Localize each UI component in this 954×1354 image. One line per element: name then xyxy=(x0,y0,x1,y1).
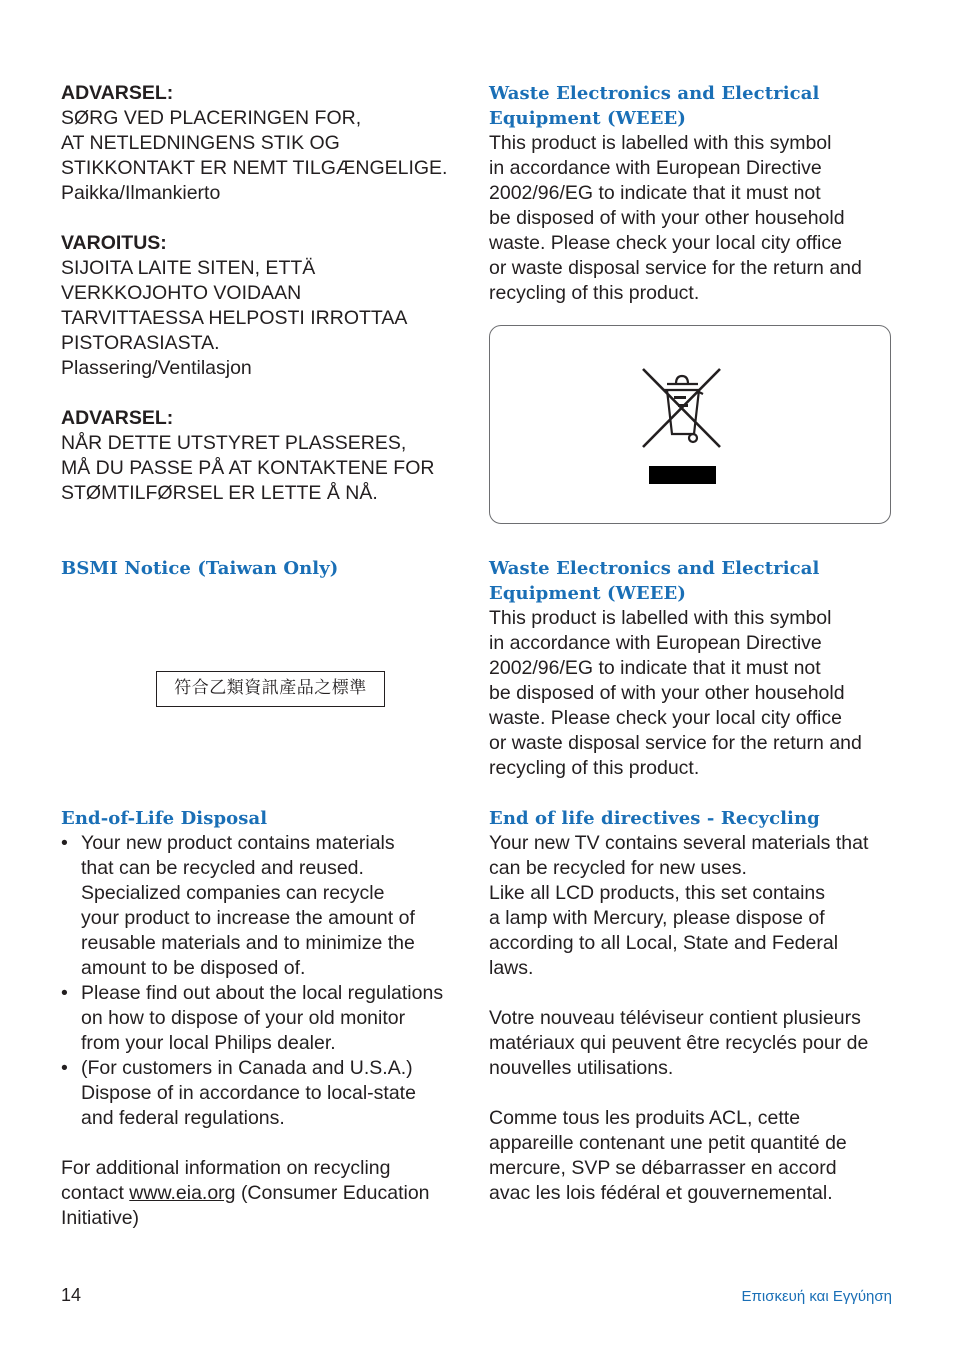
warning-line: MÅ DU PASSE PÅ AT KONTAKTENE FOR xyxy=(61,457,435,479)
weee-section-1 xyxy=(489,81,862,306)
list-item-line: that can be recycled and reused. xyxy=(81,857,364,879)
warning-line: STIKKONTAKT ER NEMT TILGÆNGELIGE. xyxy=(61,157,448,179)
weee-heading: Equipment (WEEE) xyxy=(489,583,686,604)
weee-text-line: This product is labelled with this symbol xyxy=(489,607,832,629)
spacer xyxy=(489,981,868,1006)
warning-line: AT NETLEDNINGENS STIK OG xyxy=(61,132,340,154)
list-item-line: from your local Philips dealer. xyxy=(81,1032,336,1054)
weee-text-line: be disposed of with your other household xyxy=(489,207,845,229)
bsmi-heading: BSMI Notice (Taiwan Only) xyxy=(61,558,339,579)
recycling-line: Your new TV contains several materials that xyxy=(489,832,869,854)
weee-text-line: waste. Please check your local city office xyxy=(489,232,842,254)
weee-section-2 xyxy=(489,556,862,781)
recycling-line-fr: avac les lois fédéral et gouvernemental. xyxy=(489,1182,833,1204)
recycling-line: a lamp with Mercury, please dispose of xyxy=(489,907,825,929)
crossed-out-wheelie-bin-icon xyxy=(640,364,724,486)
recycling-line: Like all LCD products, this set contains xyxy=(489,882,825,904)
bullet-marker: • xyxy=(61,1057,68,1079)
list-item-line: Specialized companies can recycle xyxy=(81,882,385,904)
list-item-line: Your new product contains materials xyxy=(81,832,395,854)
advarsel-norwegian-warning xyxy=(61,406,434,506)
recycling-line-fr: appareille contenant une petit quantité de xyxy=(489,1132,847,1154)
contact-text: contact xyxy=(61,1182,124,1204)
bullet-marker: • xyxy=(61,982,68,1004)
weee-text-line: waste. Please check your local city office xyxy=(489,707,842,729)
bsmi-compliance-stamp: 符合乙類資訊產品之標準 xyxy=(156,671,385,707)
list-item xyxy=(61,981,466,1056)
weee-text-line: 2002/96/EG to indicate that it must not xyxy=(489,657,821,679)
warning-title: ADVARSEL: xyxy=(61,82,174,104)
eia-website-link[interactable]: www.eia.org xyxy=(129,1182,236,1204)
recycling-line-fr: nouvelles utilisations. xyxy=(489,1057,674,1079)
list-item-line: amount to be disposed of. xyxy=(81,957,306,979)
warning-line: STØMTILFØRSEL ER LETTE Å NÅ. xyxy=(61,482,378,504)
end-of-life-recycling-section xyxy=(489,806,868,1206)
weee-text-line: 2002/96/EG to indicate that it must not xyxy=(489,182,821,204)
weee-heading: Waste Electronics and Electrical xyxy=(489,83,820,104)
list-item xyxy=(61,1056,466,1131)
weee-text-line: be disposed of with your other household xyxy=(489,682,845,704)
weee-text-line: or waste disposal service for the return and xyxy=(489,257,862,279)
recycling-line: laws. xyxy=(489,957,534,979)
weee-text-line: in accordance with European Directive xyxy=(489,632,822,654)
recycling-line-fr: mercure, SVP se débarrasser en accord xyxy=(489,1157,837,1179)
recycling-contact-line xyxy=(61,1181,466,1206)
recycling-line-fr: matériaux qui peuvent être recyclés pour de xyxy=(489,1032,869,1054)
weee-text-line: recycling of this product. xyxy=(489,282,700,304)
bsmi-notice-section xyxy=(61,556,338,581)
warning-line: TARVITTAESSA HELPOSTI IRROTTAA xyxy=(61,307,408,329)
recycling-line-fr: Comme tous les produits ACL, cette xyxy=(489,1107,801,1129)
warning-line: NÅR DETTE UTSTYRET PLASSERES, xyxy=(61,432,407,454)
weee-heading: Equipment (WEEE) xyxy=(489,108,686,129)
weee-heading: Waste Electronics and Electrical xyxy=(489,558,820,579)
weee-text-line: in accordance with European Directive xyxy=(489,157,822,179)
list-item-line: Please find out about the local regulations xyxy=(81,982,444,1004)
recycling-heading: End of life directives - Recycling xyxy=(489,808,820,829)
warning-line: Paikka/Ilmankierto xyxy=(61,182,221,204)
weee-text-line: This product is labelled with this symbol xyxy=(489,132,832,154)
warning-title: ADVARSEL: xyxy=(61,407,174,429)
end-of-life-disposal-section xyxy=(61,806,466,1231)
warning-line: PISTORASIASTA. xyxy=(61,332,220,354)
page-number: 14 xyxy=(61,1285,82,1305)
list-item-line: (For customers in Canada and U.S.A.) xyxy=(81,1057,413,1079)
recycling-info-line: For additional information on recycling xyxy=(61,1157,391,1179)
recycling-info-line: Initiative) xyxy=(61,1207,140,1229)
list-item xyxy=(61,831,466,981)
warning-title: VAROITUS: xyxy=(61,232,167,254)
recycling-line: according to all Local, State and Federal xyxy=(489,932,839,954)
list-item-line: on how to dispose of your old monitor xyxy=(81,1007,406,1029)
disposal-bullet-list xyxy=(61,831,466,1131)
weee-text-line: or waste disposal service for the return and xyxy=(489,732,862,754)
contact-after-link: (Consumer Education xyxy=(240,1182,430,1204)
warning-line: SØRG VED PLACERINGEN FOR, xyxy=(61,107,362,129)
end-of-life-heading: End-of-Life Disposal xyxy=(61,808,268,829)
warning-line: Plassering/Ventilasjon xyxy=(61,357,252,379)
recycling-line: can be recycled for new uses. xyxy=(489,857,747,879)
weee-text-line: recycling of this product. xyxy=(489,757,700,779)
warning-line: VERKKOJOHTO VOIDAAN xyxy=(61,282,302,304)
recycling-line-fr: Votre nouveau téléviseur contient plusieurs xyxy=(489,1007,861,1029)
varoitus-finnish-warning xyxy=(61,231,407,381)
list-item-line: Dispose of in accordance to local-state xyxy=(81,1082,416,1104)
footer-section-title: Επισκευή και Εγγύηση xyxy=(741,1288,892,1305)
weee-symbol-box xyxy=(489,325,891,524)
spacer xyxy=(489,1081,868,1106)
bullet-marker: • xyxy=(61,832,68,854)
spacer xyxy=(61,1131,466,1156)
list-item-line: your product to increase the amount of xyxy=(81,907,415,929)
advarsel-danish-warning xyxy=(61,81,447,206)
warning-line: SIJOITA LAITE SITEN, ETTÄ xyxy=(61,257,316,279)
list-item-line: and federal regulations. xyxy=(81,1107,285,1129)
list-item-line: reusable materials and to minimize the xyxy=(81,932,415,954)
